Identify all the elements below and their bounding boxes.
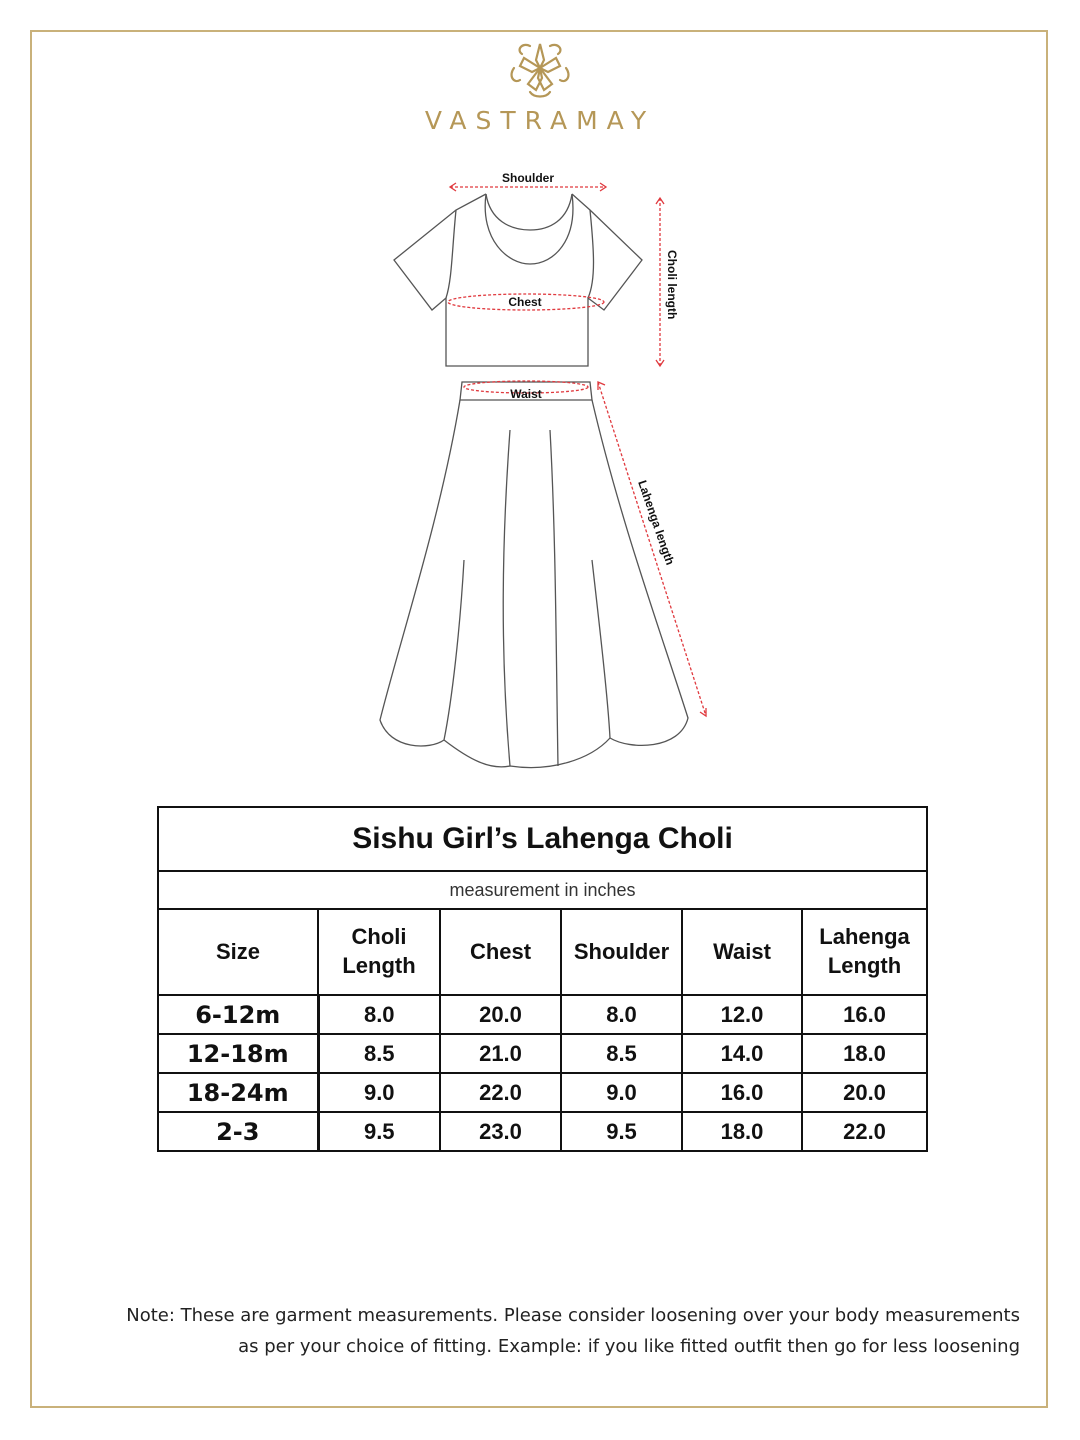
lahenga-choli-diagram xyxy=(360,160,740,780)
size-cell: 18-24m xyxy=(158,1073,318,1112)
shoulder-cell: 8.5 xyxy=(561,1034,682,1073)
table-row xyxy=(158,1112,927,1151)
table-row xyxy=(158,995,927,1034)
choli-length-label: Choli length xyxy=(665,250,679,320)
lahenga-length-label: Lahenga length xyxy=(635,478,678,567)
header-lahenga-length: Lahenga Length xyxy=(802,909,927,995)
lahenga-length-cell: 18.0 xyxy=(802,1034,927,1073)
chest-cell: 22.0 xyxy=(440,1073,561,1112)
choli-length-cell: 8.5 xyxy=(318,1034,440,1073)
waist-label: Waist xyxy=(510,387,542,401)
header-waist: Waist xyxy=(682,909,802,995)
fitting-note xyxy=(30,1300,1020,1362)
table-header-row xyxy=(158,909,927,995)
waist-cell: 12.0 xyxy=(682,995,802,1034)
lahenga-outline xyxy=(380,382,688,768)
waist-cell: 16.0 xyxy=(682,1073,802,1112)
waist-cell: 18.0 xyxy=(682,1112,802,1151)
table-row xyxy=(158,1073,927,1112)
note-line-2: as per your choice of fitting. Example: if you like fitted outfit then go for less loosening xyxy=(238,1336,1020,1357)
note-line-1: Note: These are garment measurements. Please consider loosening over your body measurements xyxy=(126,1305,1020,1326)
chest-cell: 21.0 xyxy=(440,1034,561,1073)
size-cell: 2-3 xyxy=(158,1112,318,1151)
shoulder-label: Shoulder xyxy=(501,171,555,185)
chest-cell: 23.0 xyxy=(440,1112,561,1151)
flower-logo-icon xyxy=(500,36,580,100)
lahenga-length-cell: 22.0 xyxy=(802,1112,927,1151)
lahenga-length-cell: 20.0 xyxy=(802,1073,927,1112)
brand-logo xyxy=(0,36,1080,100)
table-row xyxy=(158,1034,927,1073)
size-chart-table xyxy=(157,806,928,1152)
waist-cell: 14.0 xyxy=(682,1034,802,1073)
shoulder-cell: 8.0 xyxy=(561,995,682,1034)
table-title: Sishu Girl’s Lahenga Choli xyxy=(158,807,927,871)
size-cell: 6-12m xyxy=(158,995,318,1034)
header-chest: Chest xyxy=(440,909,561,995)
size-cell: 12-18m xyxy=(158,1034,318,1073)
choli-length-cell: 8.0 xyxy=(318,995,440,1034)
chest-label: Chest xyxy=(508,295,542,309)
header-choli-length: Choli Length xyxy=(318,909,440,995)
header-size: Size xyxy=(158,909,318,995)
brand-name: VASTRAMAY xyxy=(424,106,656,135)
choli-length-cell: 9.0 xyxy=(318,1073,440,1112)
shoulder-cell: 9.5 xyxy=(561,1112,682,1151)
lahenga-length-cell: 16.0 xyxy=(802,995,927,1034)
header-shoulder: Shoulder xyxy=(561,909,682,995)
choli-outline xyxy=(394,194,642,366)
table-subtitle: measurement in inches xyxy=(158,871,927,909)
shoulder-cell: 9.0 xyxy=(561,1073,682,1112)
choli-length-cell: 9.5 xyxy=(318,1112,440,1151)
chest-cell: 20.0 xyxy=(440,995,561,1034)
